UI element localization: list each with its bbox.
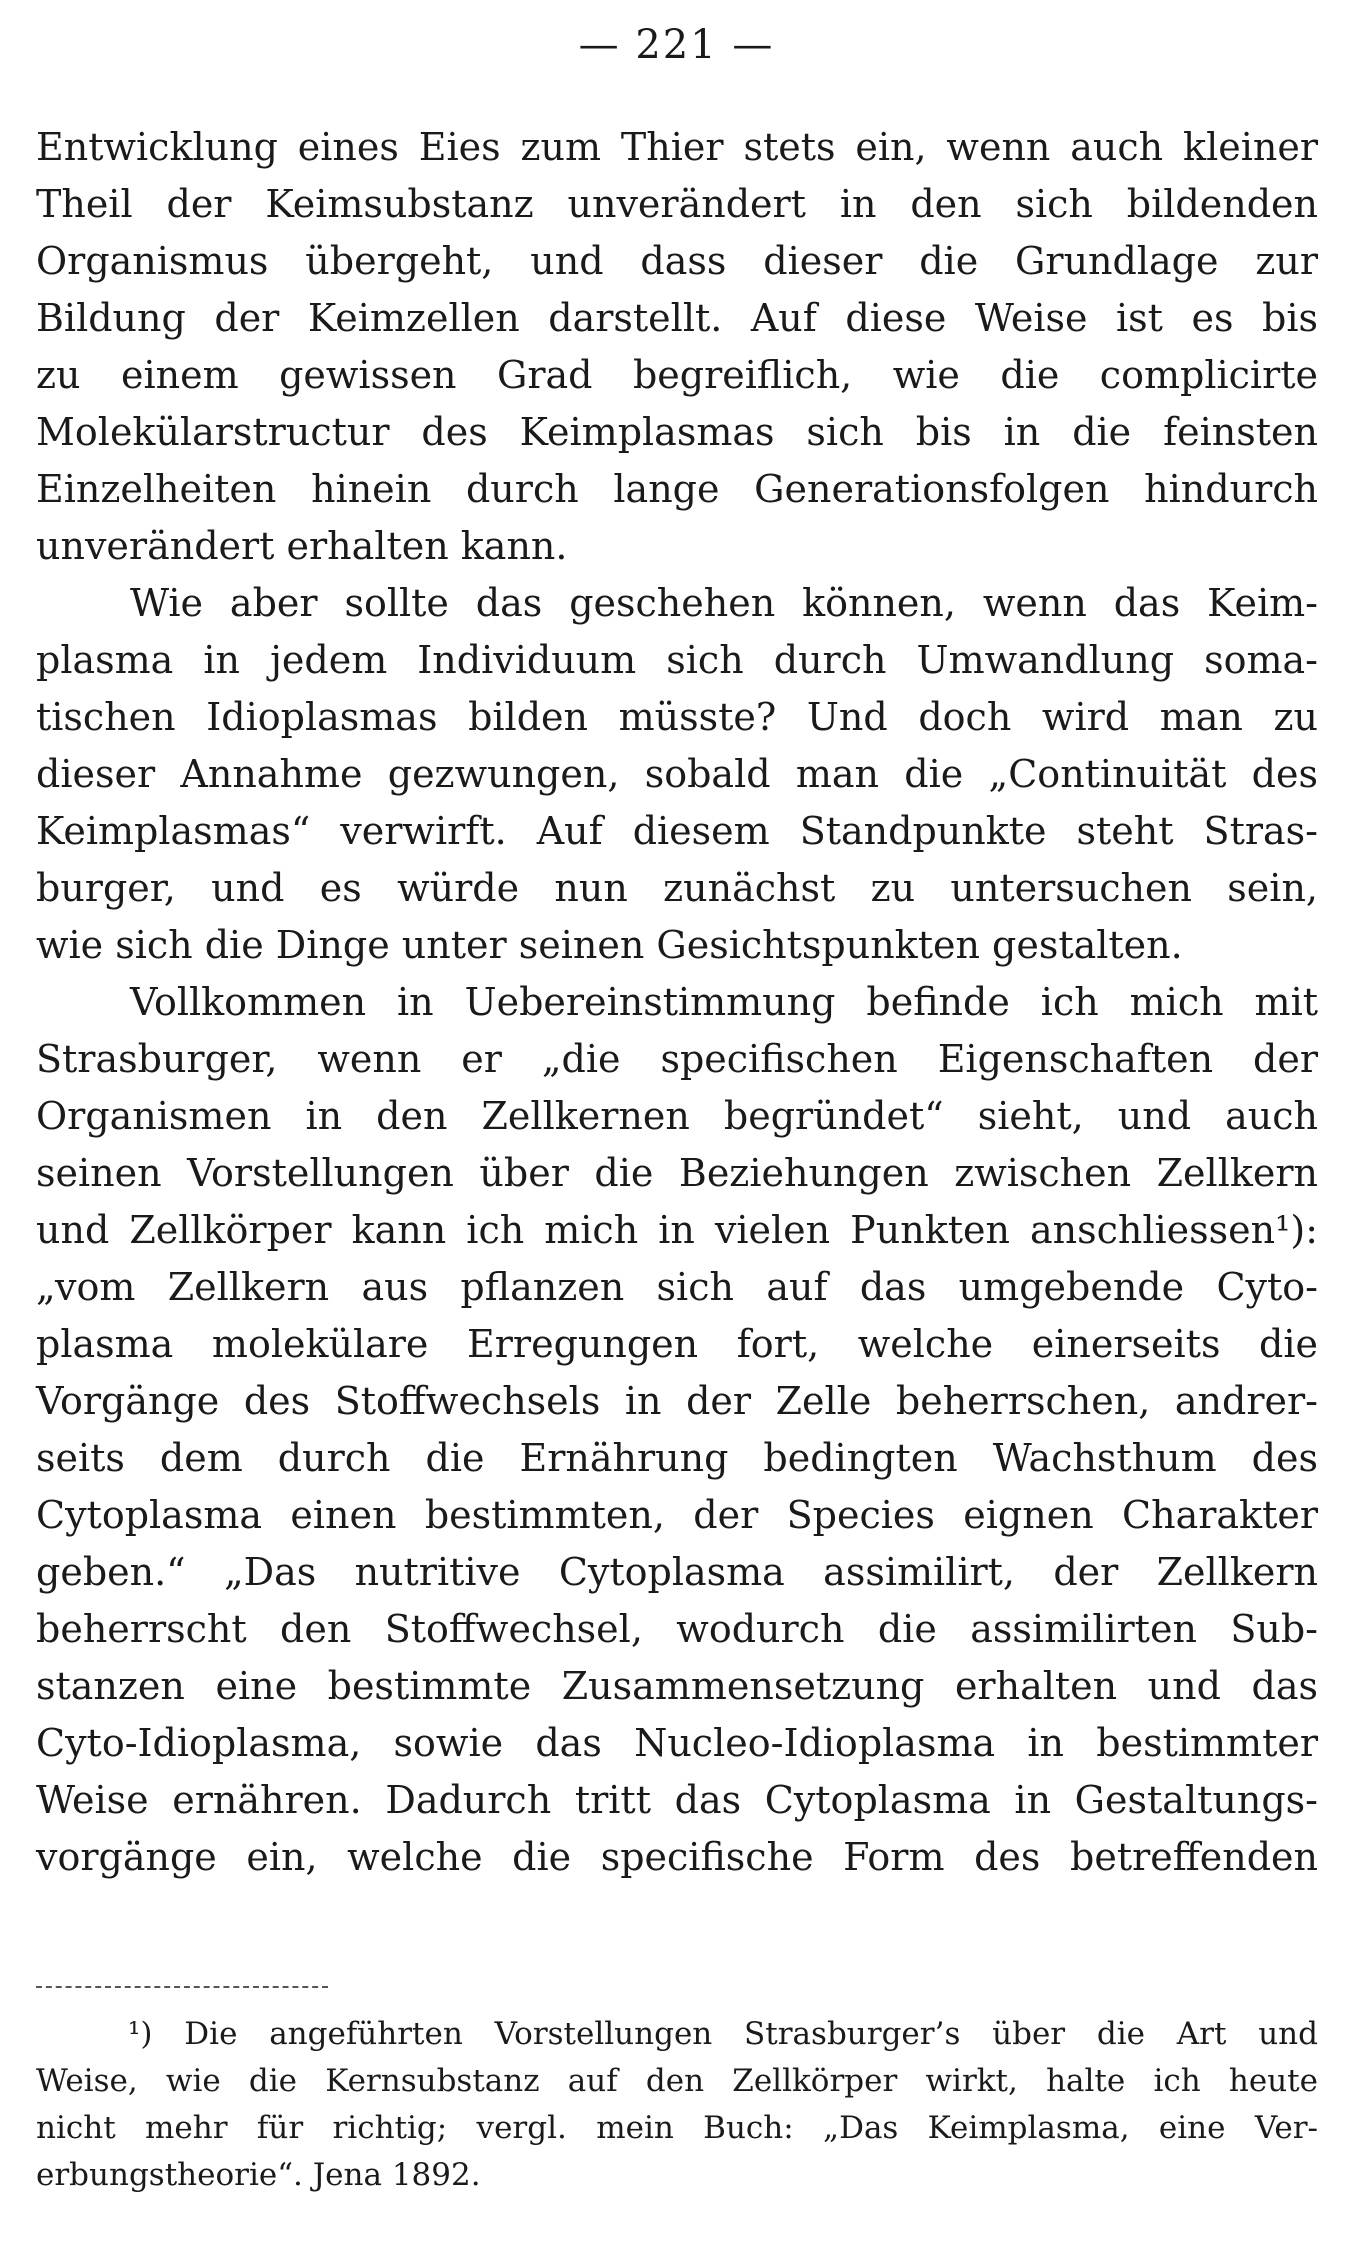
text-line: Theil der Keimsubstanz unverändert in den sich bildenden — [36, 182, 1318, 226]
footnote-line: nicht mehr für richtig; vergl. mein Buch: „Das Keimplasma, eine Ver- — [36, 2110, 1318, 2146]
text-line: stanzen eine bestimmte Zusammensetzung erhalten und das — [36, 1664, 1318, 1708]
text-line: Cyto-Idioplasma, sowie das Nucleo-Idioplasma in bestimmter — [36, 1721, 1318, 1765]
text-line: Organismen in den Zellkernen begründet“ sieht, und auch — [36, 1094, 1318, 1138]
text-line: geben.“ „Das nutritive Cytoplasma assimilirt, der Zellkern — [36, 1550, 1318, 1594]
text-line: Wie aber sollte das geschehen können, wenn das Keim- — [130, 581, 1318, 625]
text-line: „vom Zellkern aus pflanzen sich auf das umgebende Cyto- — [36, 1265, 1318, 1309]
text-line: und Zellkörper kann ich mich in vielen Punkten anschliessen¹): — [36, 1208, 1318, 1252]
text-line: plasma in jedem Individuum sich durch Umwandlung soma- — [36, 638, 1318, 682]
text-line: seits dem durch die Ernährung bedingten Wachsthum des — [36, 1436, 1318, 1480]
text-line: tischen Idioplasmas bilden müsste? Und doch wird man zu — [36, 695, 1318, 739]
text-line: Bildung der Keimzellen darstellt. Auf diese Weise ist es bis — [36, 296, 1318, 340]
text-line: vorgänge ein, welche die specifische Form des betreffenden — [36, 1835, 1318, 1879]
text-line: dieser Annahme gezwungen, sobald man die „Continuität des — [36, 752, 1318, 796]
text-line: Vollkommen in Uebereinstimmung befinde ich mich mit — [130, 980, 1318, 1024]
text-line: seinen Vorstellungen über die Beziehungen zwischen Zellkern — [36, 1151, 1318, 1195]
text-line: Entwicklung eines Eies zum Thier stets ein, wenn auch kleiner — [36, 125, 1318, 169]
text-line: Vorgänge des Stoffwechsels in der Zelle beherrschen, andrer- — [36, 1379, 1318, 1423]
footnote-line: ¹) Die angeführten Vorstellungen Strasburger’s über die Art und — [128, 2016, 1318, 2052]
text-line: Molekülarstructur des Keimplasmas sich bis in die feinsten — [36, 410, 1318, 454]
footnote-line: erbungstheorie“. Jena 1892. — [36, 2157, 481, 2193]
text-line: Cytoplasma einen bestimmten, der Species eignen Charakter — [36, 1493, 1318, 1537]
text-line: Weise ernähren. Dadurch tritt das Cytoplasma in Gestaltungs- — [36, 1778, 1318, 1822]
text-line: unverändert erhalten kann. — [36, 524, 568, 568]
text-line: Einzelheiten hinein durch lange Generationsfolgen hindurch — [36, 467, 1318, 511]
footnote-divider — [36, 1986, 328, 1988]
text-line: Organismus übergeht, und dass dieser die Grundlage zur — [36, 239, 1318, 283]
page-number: — 221 — — [578, 22, 775, 68]
text-line: zu einem gewissen Grad begreiflich, wie die complicirte — [36, 353, 1318, 397]
text-line: wie sich die Dinge unter seinen Gesichtspunkten gestalten. — [36, 923, 1183, 967]
text-line: burger, und es würde nun zunächst zu untersuchen sein, — [36, 866, 1318, 910]
text-line: plasma molekülare Erregungen fort, welche einerseits die — [36, 1322, 1318, 1366]
text-line: Keimplasmas“ verwirft. Auf diesem Standpunkte steht Stras- — [36, 809, 1318, 853]
footnote-line: Weise, wie die Kernsubstanz auf den Zellkörper wirkt, halte ich heute — [36, 2063, 1318, 2099]
text-line: Strasburger, wenn er „die specifischen Eigenschaften der — [36, 1037, 1318, 1081]
text-line: beherrscht den Stoffwechsel, wodurch die assimilirten Sub- — [36, 1607, 1318, 1651]
